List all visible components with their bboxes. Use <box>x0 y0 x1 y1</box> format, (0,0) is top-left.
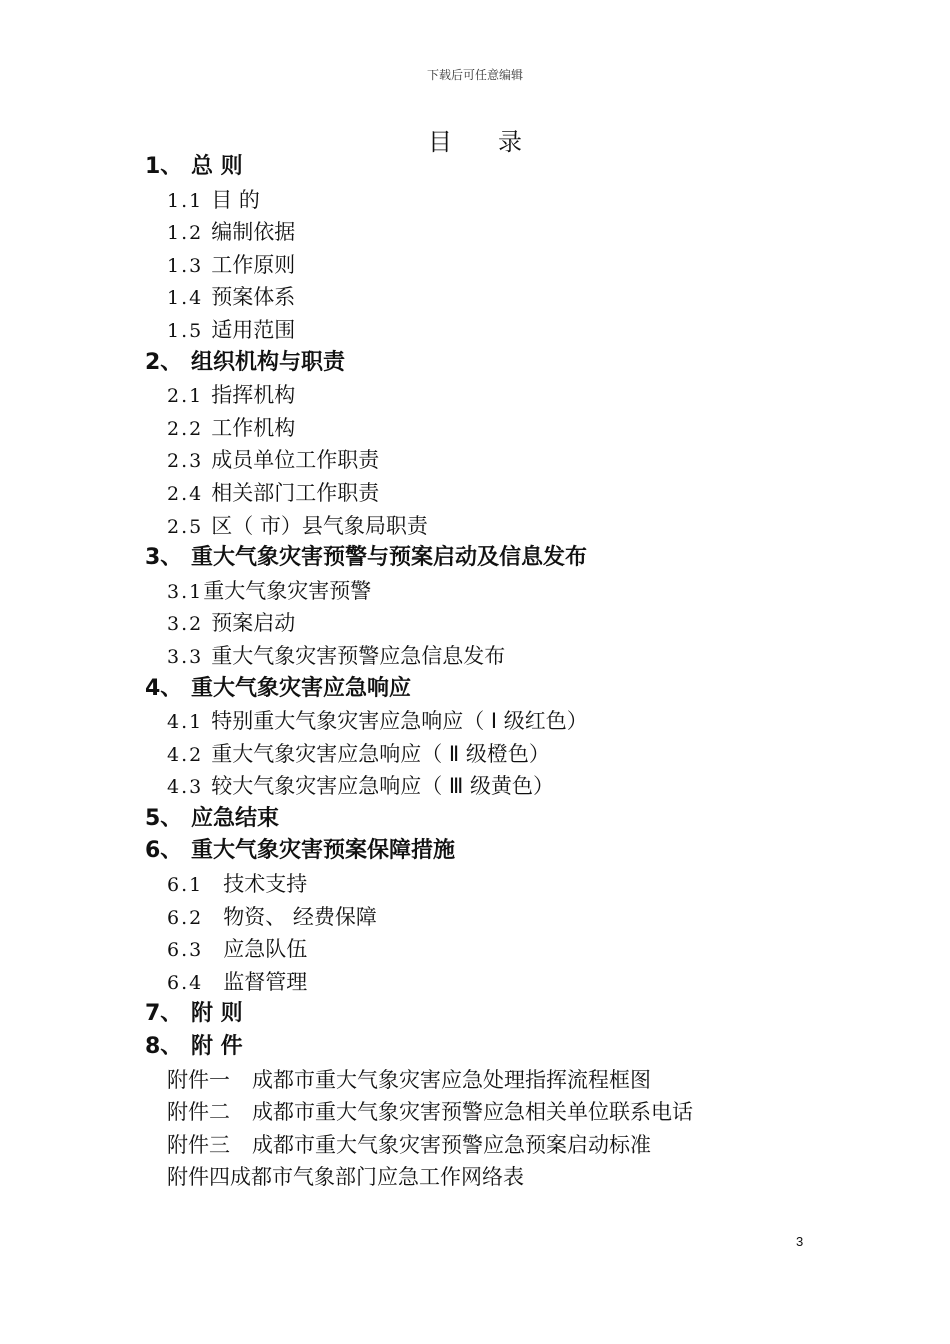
toc-section[interactable] <box>0 412 950 445</box>
toc-entry-text: 成都市气象部门应急工作网络表 <box>230 1165 524 1190</box>
toc-attachment[interactable] <box>0 1096 950 1129</box>
toc-entry-number: 6.4 <box>167 971 204 994</box>
toc-entry-text: 编制依据 <box>211 220 296 245</box>
toc-entry-text: 重大气象灾害应急响应（ Ⅱ 级橙色） <box>211 741 550 766</box>
toc-entry-text: 重大气象灾害预警 <box>203 578 372 603</box>
toc-entry-number: 2.4 <box>167 482 204 505</box>
toc-section[interactable] <box>0 477 950 510</box>
toc-entry-number: 2.2 <box>167 417 204 440</box>
toc-entry-number: 附件四 <box>167 1165 230 1190</box>
toc-chapter[interactable] <box>0 835 950 868</box>
toc-entry-number: 1.4 <box>167 287 204 310</box>
toc-entry-text: 成都市重大气象灾害预警应急相关单位联系电话 <box>252 1100 693 1125</box>
toc-entry-number: 4.2 <box>167 743 204 766</box>
toc-entry-text: 物资、 经费保障 <box>223 904 377 929</box>
toc-entry-text: 成都市重大气象灾害应急处理指挥流程框图 <box>252 1067 651 1092</box>
toc-entry-number: 附件三 <box>167 1132 230 1157</box>
toc-entry-number: 2.3 <box>167 450 204 473</box>
toc-section[interactable] <box>0 933 950 966</box>
toc-section[interactable] <box>0 184 950 217</box>
toc-entry-text: 总 则 <box>191 154 243 179</box>
toc-chapter[interactable] <box>0 347 950 380</box>
toc-section[interactable] <box>0 966 950 999</box>
toc-entry-text: 预案体系 <box>211 285 296 310</box>
toc-section[interactable] <box>0 607 950 640</box>
toc-entry-number: 7、 <box>145 1001 183 1027</box>
toc-entry-text: 预案启动 <box>211 611 296 636</box>
toc-entry-number: 6.1 <box>167 874 204 897</box>
toc-section[interactable] <box>0 770 950 803</box>
toc-section[interactable] <box>0 575 950 608</box>
toc-entry-number: 4.3 <box>167 776 204 799</box>
table-of-contents <box>0 151 950 1194</box>
toc-entry-text: 重大气象灾害预警应急信息发布 <box>211 643 506 668</box>
toc-section[interactable] <box>0 901 950 934</box>
toc-entry-number: 1.2 <box>167 222 204 245</box>
toc-entry-number: 2.1 <box>167 385 204 408</box>
toc-entry-number: 6.3 <box>167 939 204 962</box>
toc-entry-number: 5、 <box>145 805 183 831</box>
toc-section[interactable] <box>0 738 950 771</box>
toc-attachment[interactable] <box>0 1129 950 1162</box>
toc-entry-text: 较大气象灾害应急响应（ Ⅲ 级黄色） <box>211 774 555 799</box>
toc-entry-number: 1.3 <box>167 254 204 277</box>
toc-section[interactable] <box>0 510 950 543</box>
toc-entry-number: 4、 <box>145 675 183 701</box>
toc-chapter[interactable] <box>0 151 950 184</box>
toc-chapter[interactable] <box>0 673 950 706</box>
toc-entry-text: 工作原则 <box>211 252 296 277</box>
toc-entry-text: 区（ 市）县气象局职责 <box>211 513 428 538</box>
toc-entry-text: 监督管理 <box>223 969 308 994</box>
toc-entry-text: 成员单位工作职责 <box>211 448 380 473</box>
toc-chapter[interactable] <box>0 542 950 575</box>
toc-entry-number: 2、 <box>145 349 183 375</box>
toc-section[interactable] <box>0 281 950 314</box>
toc-entry-number: 3.2 <box>167 613 204 636</box>
toc-entry-text: 重大气象灾害应急响应 <box>191 675 412 701</box>
toc-entry-text: 指挥机构 <box>211 383 296 408</box>
toc-entry-text: 附 件 <box>191 1034 243 1060</box>
toc-chapter[interactable] <box>0 803 950 836</box>
toc-entry-number: 3.3 <box>167 645 204 668</box>
toc-entry-text: 适用范围 <box>211 317 296 342</box>
toc-section[interactable] <box>0 444 950 477</box>
toc-entry-number: 1、 <box>145 154 183 179</box>
toc-entry-text: 相关部门工作职责 <box>211 480 380 505</box>
toc-entry-number: 3、 <box>145 545 183 571</box>
toc-section[interactable] <box>0 868 950 901</box>
page-number: 3 <box>796 1234 804 1249</box>
toc-section[interactable] <box>0 705 950 738</box>
toc-entry-number: 4.1 <box>167 711 204 734</box>
toc-section[interactable] <box>0 640 950 673</box>
toc-entry-text: 成都市重大气象灾害预警应急预案启动标准 <box>252 1132 651 1157</box>
toc-entry-text: 工作机构 <box>211 415 296 440</box>
toc-section[interactable] <box>0 379 950 412</box>
toc-entry-text: 技术支持 <box>223 872 308 897</box>
toc-attachment[interactable] <box>0 1161 950 1194</box>
toc-entry-number: 8、 <box>145 1034 183 1060</box>
toc-entry-text: 特别重大气象灾害应急响应（ Ⅰ 级红色） <box>211 709 588 734</box>
toc-section[interactable] <box>0 249 950 282</box>
toc-entry-text: 组织机构与职责 <box>191 349 346 375</box>
toc-entry-number: 6.2 <box>167 906 204 929</box>
toc-chapter[interactable] <box>0 998 950 1031</box>
toc-attachment[interactable] <box>0 1064 950 1097</box>
page-header-note: 下载后可任意编辑 <box>426 68 523 82</box>
toc-section[interactable] <box>0 216 950 249</box>
toc-title: 目录 <box>428 128 568 156</box>
toc-chapter[interactable] <box>0 1031 950 1064</box>
toc-entry-number: 1.5 <box>167 319 204 342</box>
toc-entry-text: 重大气象灾害预警与预案启动及信息发布 <box>191 545 588 571</box>
toc-entry-text: 应急结束 <box>191 805 280 831</box>
toc-section[interactable] <box>0 314 950 347</box>
toc-entry-number: 6、 <box>145 838 183 864</box>
toc-entry-text: 重大气象灾害预案保障措施 <box>191 838 456 864</box>
toc-entry-number: 附件一 <box>167 1067 230 1092</box>
toc-entry-text: 应急队伍 <box>223 937 308 962</box>
toc-entry-number: 3.1 <box>167 580 204 603</box>
toc-entry-number: 2.5 <box>167 515 204 538</box>
toc-entry-text: 附 则 <box>191 1001 243 1027</box>
toc-entry-number: 1.1 <box>167 189 204 212</box>
toc-entry-number: 附件二 <box>167 1100 230 1125</box>
toc-entry-text: 目 的 <box>211 187 260 212</box>
